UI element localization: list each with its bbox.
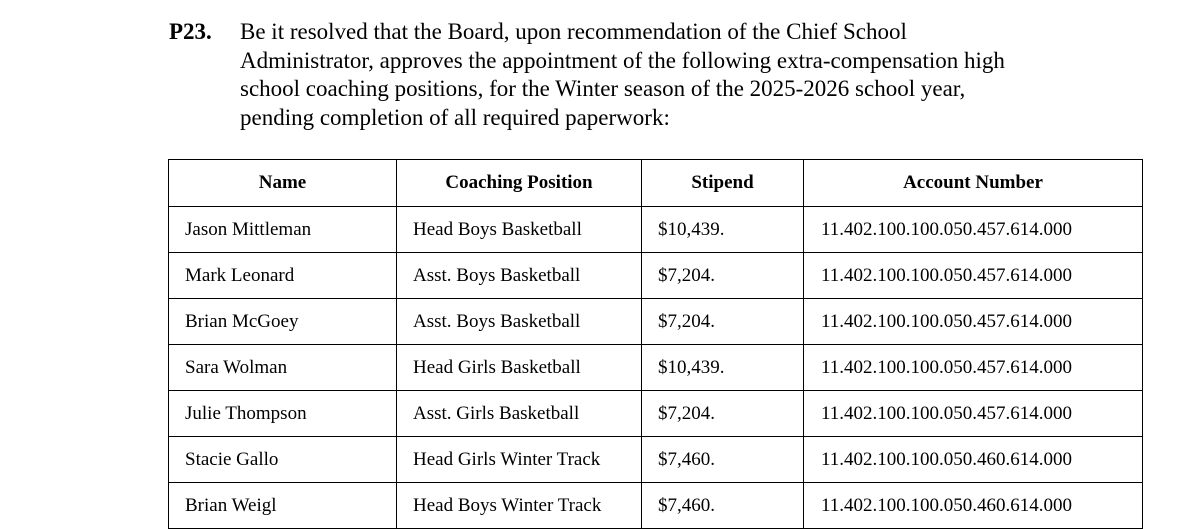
- cell-stipend: $7,460.: [642, 437, 804, 483]
- table-row: [169, 299, 1143, 345]
- cell-coaching-position: Asst. Boys Basketball: [397, 253, 642, 299]
- coaching-positions-table: [168, 159, 1143, 529]
- cell-account-number: 11.402.100.100.050.460.614.000: [804, 483, 1143, 529]
- cell-name: Jason Mittleman: [169, 207, 397, 253]
- cell-account-number: 11.402.100.100.050.457.614.000: [804, 345, 1143, 391]
- resolution-line: school coaching positions, for the Winter season of the 2025-2026 school year,: [240, 76, 966, 101]
- cell-name: Stacie Gallo: [169, 437, 397, 483]
- cell-stipend: $10,439.: [642, 207, 804, 253]
- cell-stipend: $10,439.: [642, 345, 804, 391]
- cell-stipend: $7,204.: [642, 299, 804, 345]
- table-row: [169, 253, 1143, 299]
- cell-name: Mark Leonard: [169, 253, 397, 299]
- cell-account-number: 11.402.100.100.050.457.614.000: [804, 391, 1143, 437]
- cell-coaching-position: Head Boys Basketball: [397, 207, 642, 253]
- table-row: [169, 483, 1143, 529]
- cell-stipend: $7,204.: [642, 391, 804, 437]
- cell-stipend: $7,204.: [642, 253, 804, 299]
- cell-name: Brian McGoey: [169, 299, 397, 345]
- cell-coaching-position: Head Girls Winter Track: [397, 437, 642, 483]
- cell-name: Sara Wolman: [169, 345, 397, 391]
- column-header-coaching-position: Coaching Position: [397, 160, 642, 207]
- resolution-number: P23.: [169, 19, 212, 44]
- cell-account-number: 11.402.100.100.050.460.614.000: [804, 437, 1143, 483]
- cell-account-number: 11.402.100.100.050.457.614.000: [804, 253, 1143, 299]
- table-row: [169, 207, 1143, 253]
- column-header-name: Name: [169, 160, 397, 207]
- resolution-line: Be it resolved that the Board, upon recommendation of the Chief School: [240, 19, 907, 44]
- cell-account-number: 11.402.100.100.050.457.614.000: [804, 299, 1143, 345]
- table-header-row: [169, 160, 1143, 207]
- cell-coaching-position: Asst. Boys Basketball: [397, 299, 642, 345]
- cell-coaching-position: Head Girls Basketball: [397, 345, 642, 391]
- resolution-line: pending completion of all required paperwork:: [240, 104, 670, 130]
- resolution-text: [240, 18, 1100, 132]
- table-row: [169, 437, 1143, 483]
- cell-stipend: $7,460.: [642, 483, 804, 529]
- column-header-stipend: Stipend: [642, 160, 804, 207]
- resolution-line: Administrator, approves the appointment of the following extra-compensation high: [240, 47, 1005, 73]
- cell-name: Julie Thompson: [169, 391, 397, 437]
- column-header-account-number: Account Number: [804, 160, 1143, 207]
- cell-name: Brian Weigl: [169, 483, 397, 529]
- table-row: [169, 391, 1143, 437]
- cell-coaching-position: Asst. Girls Basketball: [397, 391, 642, 437]
- cell-account-number: 11.402.100.100.050.457.614.000: [804, 207, 1143, 253]
- table-row: [169, 345, 1143, 391]
- cell-coaching-position: Head Boys Winter Track: [397, 483, 642, 529]
